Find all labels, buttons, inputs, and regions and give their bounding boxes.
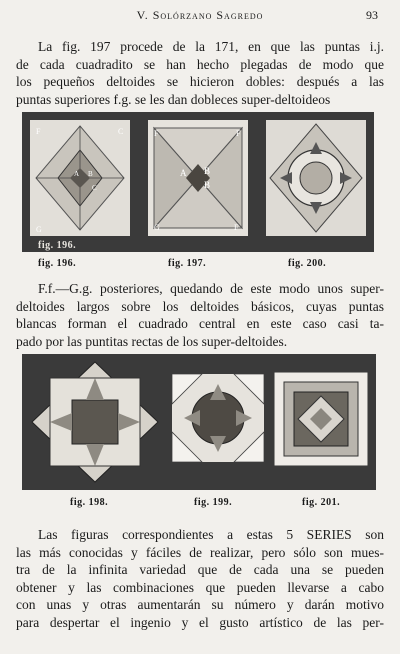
paragraph-1-line: de cada cuadradito se han hecho plegadas de modo que: [16, 56, 384, 72]
paragraph-3: [16, 526, 384, 631]
figure-196-letter: B: [88, 170, 93, 178]
figure-196-caption-label: fig. 196.: [38, 258, 77, 269]
figure-196-letter: G: [36, 225, 42, 234]
paragraph-3-line: Las figuras correspondientes a estas 5 SERIES son: [38, 527, 384, 542]
paragraph-2-line: F.f.—G.g. posteriores, quedando de este modo unos super-: [38, 281, 384, 296]
figure-196-letter: C: [118, 127, 124, 136]
figure-196-letter: A: [74, 170, 80, 178]
figure-197-letter: B: [204, 180, 211, 190]
paragraph-1-line: La fig. 197 procede de la 171, en que las puntas i.j.: [38, 39, 384, 54]
figure-panel-top: [22, 112, 374, 252]
paragraph-3-line: obtener y las combinaciones que pueden llevarse a cabo: [16, 579, 384, 595]
figure-196-letter: F: [36, 127, 41, 136]
paragraph-1-line: puntas superiores f.g. se les dan dobleces super-deltoideos: [16, 91, 331, 107]
paragraph-1-line: los pequeños deltoides se hicieron dobles: después a las: [16, 74, 384, 89]
figure-198-caption: fig. 198.: [70, 497, 109, 508]
running-title: V. Solórzano Sagredo: [136, 8, 264, 22]
figure-198-image: [28, 360, 162, 484]
figure-197-letter: B: [204, 166, 211, 176]
paragraph-3-line: tra de la infinita variedad que de cada una se pueden: [16, 562, 384, 577]
figure-196-caption: fig. 196.: [38, 240, 77, 251]
paragraph-2-line: pado por las puntitas rectas de los super-deltoides.: [16, 333, 288, 349]
figure-200-caption: fig. 200.: [288, 258, 327, 269]
figure-201-caption: fig. 201.: [302, 497, 341, 508]
paragraph-2-line: deltoides largos sobre los deltoides básicos, cuyas puntas: [16, 298, 384, 314]
figure-201-image: [274, 372, 368, 466]
page-number: 93: [366, 8, 378, 22]
running-header: [0, 8, 400, 26]
figure-197-letter: F: [154, 129, 159, 138]
figure-197-image: [148, 120, 248, 236]
paragraph-3-line: con unas y otras aumentarán su número y darán motivo: [16, 597, 384, 612]
figure-199-image: [172, 374, 264, 462]
figure-200-image: [266, 120, 366, 236]
paragraph-2-line: blancas forman el cuadrado central en este caso casi ta-: [16, 316, 384, 331]
figure-196-letter: C: [92, 184, 97, 192]
paragraph-2: [16, 280, 384, 350]
paragraph-3-line: para despertar el ingenio y el gusto artístico de las per-: [16, 614, 384, 630]
paragraph-1: [16, 38, 384, 108]
figure-197-letter: F: [234, 223, 239, 232]
figure-panel-bottom: [22, 354, 376, 490]
figure-197-caption: fig. 197.: [168, 258, 207, 269]
figure-197-letter: G: [154, 223, 160, 232]
figure-197-letter: F: [236, 129, 241, 138]
paragraph-3-line: las más conocidas y fáciles de realizar, pero sólo son mues-: [16, 544, 384, 560]
figure-197-letter: A: [180, 168, 187, 178]
figure-199-caption: fig. 199.: [194, 497, 233, 508]
figure-196-image: [30, 120, 130, 236]
